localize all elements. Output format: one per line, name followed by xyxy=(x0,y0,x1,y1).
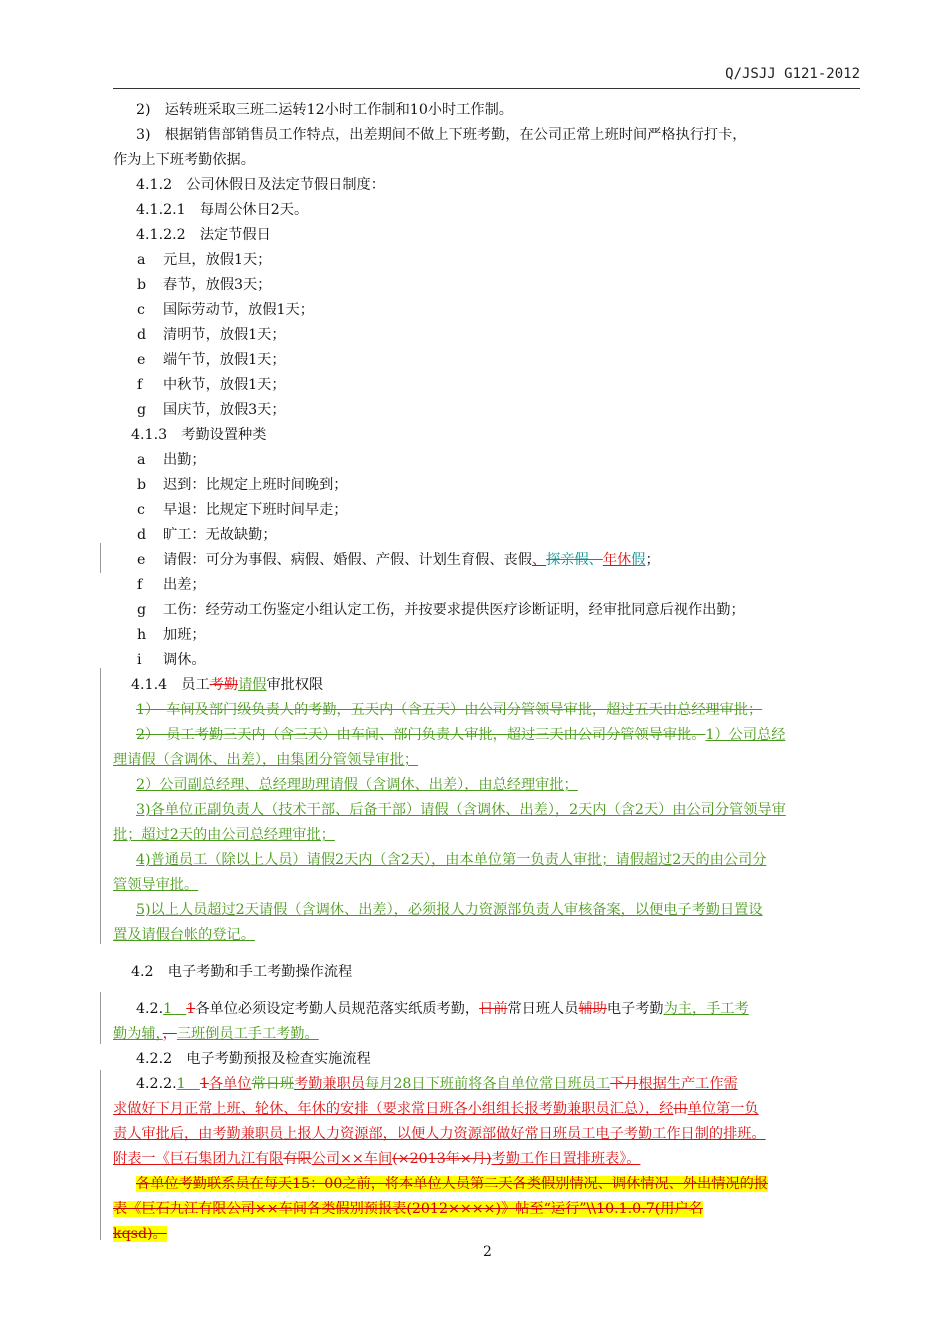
list-item xyxy=(113,573,861,598)
tracked-insertion: 每月28日下班前将各自单位常日班员工 xyxy=(364,1076,611,1092)
tracked-insertion: 1 xyxy=(176,1076,200,1092)
highlighted-deletion xyxy=(113,1172,861,1197)
tracked-insertion: 考勤兼职员 xyxy=(294,1076,365,1092)
procedure-text xyxy=(113,1072,861,1097)
text-line: 3) 根据销售部销售员工作特点，出差期间不做上下班考勤，在公司正常上班时间严格执行打卡， xyxy=(136,127,747,143)
text-line: 作为上下班考勤依据。 xyxy=(113,152,255,168)
spacer xyxy=(113,948,861,960)
list-item xyxy=(113,473,861,498)
list-item xyxy=(113,298,861,323)
change-bar xyxy=(100,992,101,1044)
text-line: 2) 运转班采取三班二运转12小时工作制和10小时工作制。 xyxy=(136,102,513,118)
procedure-body: 常日班人员 xyxy=(507,1001,579,1017)
list-text: 中秋节，放假1天； xyxy=(163,377,286,393)
tracked-insertion: 4)普通员工（除以上人员）请假2天内（含2天），由本单位第一负责人审批；请假超过2天的由公司分 xyxy=(136,852,767,868)
list-text: 加班； xyxy=(163,627,206,643)
procedure-body: 各单位必须设定考勤人员规范落实纸质考勤， xyxy=(195,1001,480,1017)
procedure-text xyxy=(113,997,861,1022)
list-item xyxy=(113,273,861,298)
section-heading xyxy=(113,673,861,698)
list-text: 工伤：经劳动工伤鉴定小组认定工伤，并按要求提供医疗诊断证明，经审批同意后视作出勤； xyxy=(163,602,745,618)
list-item xyxy=(113,523,861,548)
list-label: b xyxy=(137,277,147,293)
section-heading: 4.1.2.2 法定节假日 xyxy=(136,227,271,243)
heading-text: 4.1.4 员工 xyxy=(131,677,210,693)
procedure-body: 电子考勤 xyxy=(606,1001,664,1017)
list-text: 请假：可分为事假、病假、婚假、产假、计划生育假、丧假 xyxy=(163,552,532,568)
tracked-insertion: 、 xyxy=(531,552,547,568)
approval-rule xyxy=(113,898,861,923)
tracked-insertion: 1 xyxy=(163,1001,187,1017)
section-heading: 4.2.2 电子考勤预报及检查实施流程 xyxy=(136,1051,371,1067)
list-text: 春节，放假3天； xyxy=(163,277,272,293)
holiday-list xyxy=(113,248,861,423)
list-label: g xyxy=(137,402,147,418)
spacer xyxy=(113,985,861,997)
tracked-insertion: 置及请假台帐的登记。 xyxy=(113,927,255,943)
procedure-text xyxy=(113,1022,861,1047)
tracked-insertion: 附表一《巨石集团九江有限 xyxy=(113,1151,284,1167)
list-text: 迟到：比规定上班时间晚到； xyxy=(163,477,348,493)
tracked-insertion: 假 xyxy=(631,552,646,568)
list-item xyxy=(113,498,861,523)
document-body xyxy=(113,98,861,1247)
procedure-text xyxy=(113,1122,861,1147)
approval-rule xyxy=(113,723,861,748)
list-label: f xyxy=(137,377,143,393)
list-text: 调休。 xyxy=(163,652,206,668)
list-text: 端午节，放假1天； xyxy=(163,352,286,368)
section-heading: 4.2 电子考勤和手工考勤操作流程 xyxy=(131,964,353,980)
tracked-deletion: (×2013年×月) xyxy=(392,1151,492,1167)
tracked-insertion: 根据生产工作需 xyxy=(638,1076,738,1092)
tracked-insertion: 责人审批后，由考勤兼职员 xyxy=(113,1126,284,1142)
list-item xyxy=(113,448,861,473)
list-text: 旷工：无故缺勤； xyxy=(163,527,277,543)
tracked-deletion: 1 xyxy=(186,1001,196,1017)
tracked-deletion: 探亲假、 xyxy=(546,552,603,568)
procedure-text xyxy=(113,1147,861,1172)
tracked-insertion: 考勤工作日置排班表》。 xyxy=(491,1151,641,1167)
tracked-insertion: 的安排（要求常日班各小组组长报考勤兼职员汇总），经 xyxy=(325,1101,674,1117)
list-item xyxy=(113,598,861,623)
tracked-insertion: 公司××车间 xyxy=(311,1151,393,1167)
list-label: e xyxy=(137,352,146,368)
approval-rule xyxy=(113,923,861,948)
tracked-insertion: 批；超过2天的由公司总经理审批； xyxy=(113,827,335,843)
list-label: c xyxy=(137,502,145,518)
approval-rule xyxy=(113,773,861,798)
tracked-deletion: 各单位考勤联系员在每天15：00之前，将本单位人员第二天各类假别情况、调休情况、外出情况的报 xyxy=(136,1176,768,1192)
tracked-insertion: 理请假（含调休、出差），由集团分管领导审批； xyxy=(113,752,419,768)
list-label: a xyxy=(137,452,146,468)
heading-number: 4.2. xyxy=(136,1001,164,1017)
list-text: 国际劳动节，放假1天； xyxy=(163,302,314,318)
approval-rule xyxy=(113,748,861,773)
tracked-insertion: 1）公司总经 xyxy=(705,727,786,743)
list-text: 清明节，放假1天； xyxy=(163,327,286,343)
header-rule xyxy=(113,88,860,89)
tracked-insertion: 单位第一负 xyxy=(687,1101,759,1117)
tracked-insertion: 上报人力资源部，以便人力资源部做好常日班员工电子考勤工作日制的排班。 xyxy=(283,1126,766,1142)
tracked-insertion: 管领导审批。 xyxy=(113,877,199,893)
tracked-deletion: 2） 员工考勤三天内（含三天）由车间、部门负责人审批，超过三天由公司分管领导审批。 xyxy=(136,727,706,743)
list-text: 出勤； xyxy=(163,452,206,468)
tracked-insertion: 2）公司副总经理、总经理助理请假（含调休、出差），由总经理审批； xyxy=(136,777,578,793)
approval-rule xyxy=(113,698,861,723)
list-item xyxy=(113,648,861,673)
tracked-deletion: 1） 车间及部门级负责人的考勤，五天内（含五天）由公司分管领导审批，超过五天由总经理审批； xyxy=(136,702,763,718)
list-text: 元旦，放假1天； xyxy=(163,252,272,268)
document-code: Q/JSJJ G121-2012 xyxy=(725,66,860,82)
list-item xyxy=(113,373,861,398)
tracked-deletion: 辅助 xyxy=(578,1001,607,1017)
heading-text: 审批权限 xyxy=(266,677,324,693)
tracked-insertion: 各单位 xyxy=(208,1076,252,1092)
list-label: h xyxy=(137,627,147,643)
change-bar xyxy=(100,543,101,573)
tracked-insertion: 5)以上人员超过2天请假（含调休、出差），必须报人力资源部负责人审核备案，以便电子考勤日置设 xyxy=(136,902,763,918)
list-item xyxy=(113,348,861,373)
procedure-text xyxy=(113,1097,861,1122)
list-text: 早退：比规定下班时间早走； xyxy=(163,502,348,518)
tracked-deletion: 考勤 xyxy=(209,677,239,693)
tracked-deletion: kqsd)。 xyxy=(113,1226,167,1242)
tracked-insertion: 为主，手工考 xyxy=(663,1001,749,1017)
tracked-deletion: 下月 xyxy=(610,1076,639,1092)
tracked-deletion: ， xyxy=(162,1026,177,1042)
change-bar xyxy=(100,668,101,944)
approval-rule xyxy=(113,848,861,873)
tracked-deletion: 常日班 xyxy=(251,1076,295,1092)
highlighted-deletion xyxy=(113,1197,861,1222)
list-item xyxy=(113,398,861,423)
list-label: i xyxy=(137,652,142,668)
heading-number: 4.2.2. xyxy=(136,1076,177,1092)
list-item xyxy=(113,248,861,273)
attendance-type-list xyxy=(113,448,861,673)
tracked-insertion: 3)各单位正副负责人（技术干部、后备干部）请假（含调休、出差），2天内（含2天）由公司分管领导审 xyxy=(136,802,786,818)
list-label: d xyxy=(137,327,147,343)
tracked-insertion: 求做好下月正常上班、轮休、年休 xyxy=(113,1101,326,1117)
section-heading: 4.1.2.1 每周公休日2天。 xyxy=(136,202,309,218)
tracked-deletion: 由 xyxy=(673,1101,688,1117)
list-label: b xyxy=(137,477,147,493)
tracked-insertion: 请假 xyxy=(238,677,267,693)
change-bar xyxy=(100,1070,101,1240)
list-text: 出差； xyxy=(163,577,206,593)
list-item xyxy=(113,548,861,573)
list-label: f xyxy=(137,577,143,593)
tracked-deletion: 有限 xyxy=(283,1151,312,1167)
section-heading: 4.1.3 考勤设置种类 xyxy=(131,427,267,443)
list-label: e xyxy=(137,552,146,568)
approval-rule xyxy=(113,798,861,823)
approval-rule xyxy=(113,873,861,898)
list-item xyxy=(113,623,861,648)
list-text: ； xyxy=(645,552,660,568)
section-heading: 4.1.2 公司休假日及法定节假日制度： xyxy=(136,177,385,193)
list-label: c xyxy=(137,302,145,318)
tracked-insertion: 三班倒员工手工考勤。 xyxy=(176,1026,319,1042)
approval-rule xyxy=(113,823,861,848)
tracked-insertion: 年休 xyxy=(602,552,632,568)
tracked-deletion: 表《巨石九江有限公司××车间各类假别预报表(2012××××)》帖至“运行”\\10.1.0.7(用户名 xyxy=(113,1201,703,1217)
tracked-deletion: 日前 xyxy=(479,1001,508,1017)
list-label: g xyxy=(137,602,147,618)
list-item xyxy=(113,323,861,348)
tracked-insertion: 勤为辅， xyxy=(113,1026,163,1042)
list-label: d xyxy=(137,527,147,543)
list-text: 国庆节，放假3天； xyxy=(163,402,286,418)
list-label: a xyxy=(137,252,146,268)
tracked-deletion: 1 xyxy=(199,1076,209,1092)
page-number: 2 xyxy=(483,1244,492,1260)
